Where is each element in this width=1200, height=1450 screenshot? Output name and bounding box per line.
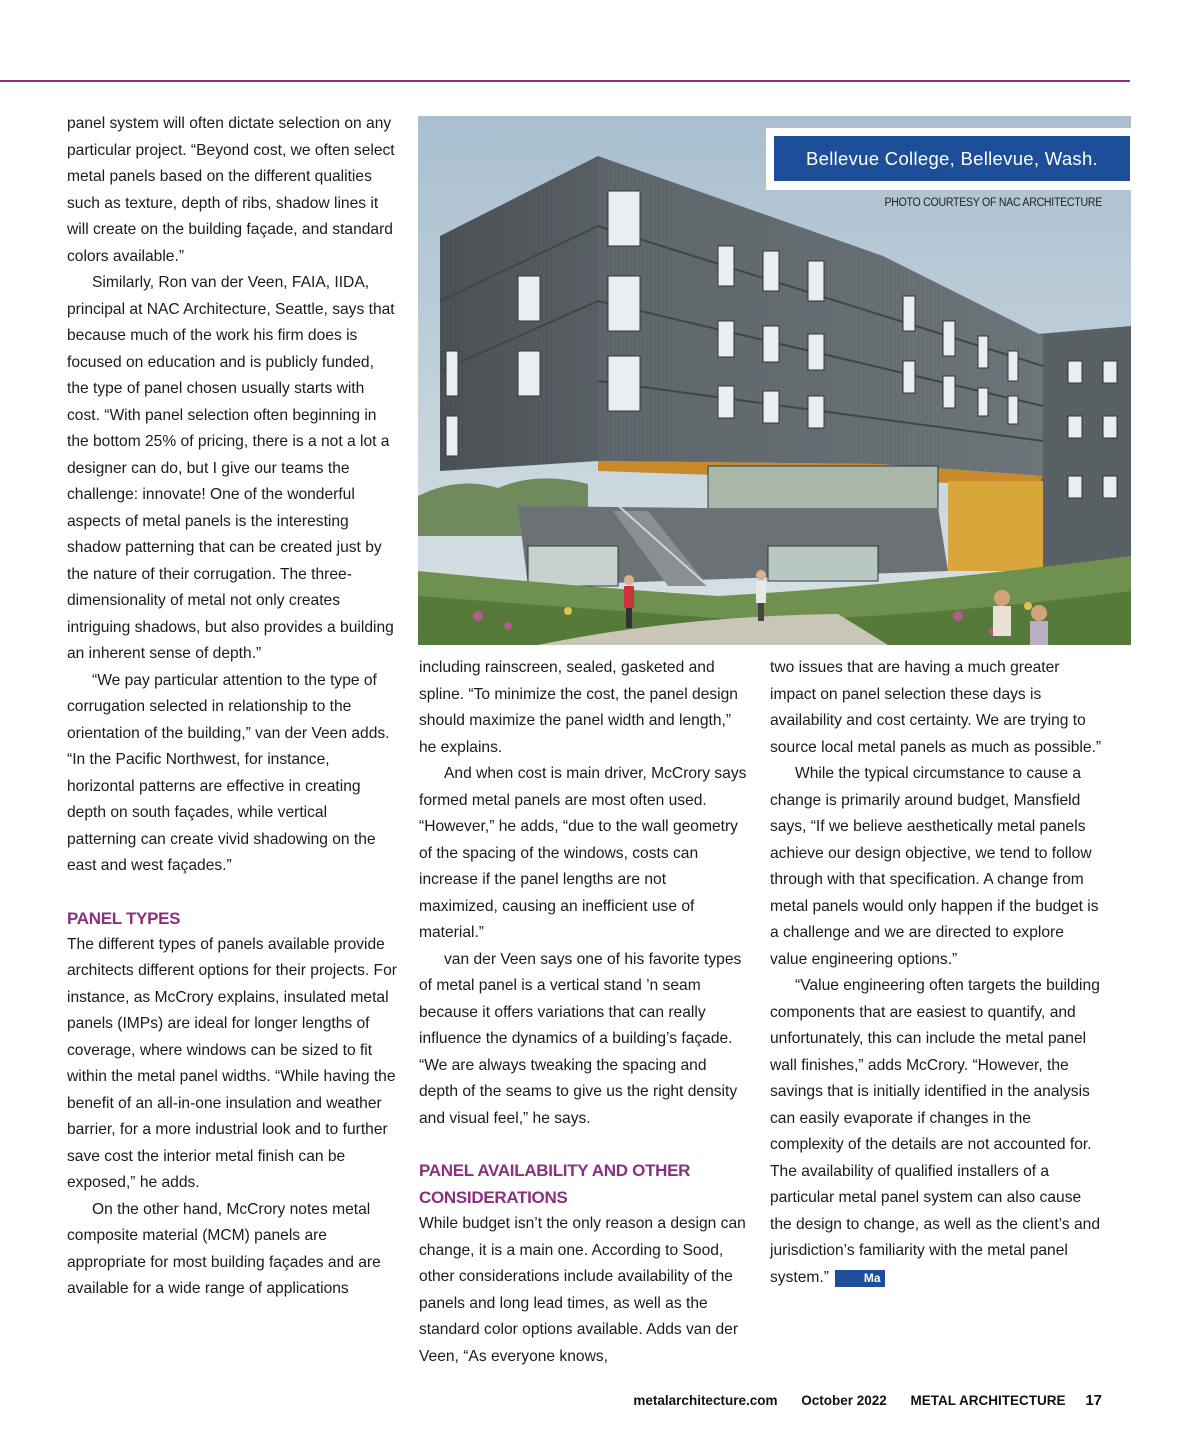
paragraph-text: “Value engineering often targets the building components that are easiest to quantify, and unfortunately, this can include the metal panel wall finishes,” adds McCrory. “However, the savings that is initially identified in the analysis can easily evaporate if changes in the complexity of the details are not accounted for. The availability of qualified installers of a particular metal panel system can also cause the design to change, as well as the client’s and jurisdiction’s familiarity with the metal panel system.” xyxy=(770,977,1100,1286)
paragraph: While the typical circumstance to cause a change is primarily around budget, Mansfield says, “If we believe aesthetically metal panels achieve our design objective, we tend to follow through with that specification. A change from metal panels would only happen if the budget is a challenge and we are directed to explore value engineering options.” xyxy=(770,765,1099,968)
footer-website: metalarchitecture.com xyxy=(633,1393,778,1408)
footer-issue: October 2022 xyxy=(801,1393,887,1408)
page-number: 17 xyxy=(1085,1392,1102,1409)
paragraph xyxy=(770,973,1103,1291)
metal-architecture-end-logo: Ma xyxy=(835,1270,885,1287)
article-column-1 xyxy=(67,111,399,1303)
paragraph: While budget isn’t the only reason a design can change, it is a main one. According to Sood, other considerations include availability of the panels and long lead times, as well as the standard color options available. Adds van der Veen, “As everyone knows, xyxy=(419,1215,746,1365)
building-photo xyxy=(418,116,1131,645)
paragraph: The different types of panels available provide architects different options for their projects. For instance, as McCrory explains, insulated metal panels (IMPs) are ideal for longer lengths of coverage, where windows can be sized to fit within the metal panel widths. “While having the benefit of an all-in-one insulation and weather barrier, for a more industrial look and to further save cost the interior metal finish can be exposed,” he adds. xyxy=(67,935,397,1191)
paragraph: On the other hand, McCrory notes metal composite material (MCM) panels are appropriate for most building façades and are available for a wide range of applications xyxy=(67,1200,381,1297)
photo-caption-box xyxy=(766,128,1132,190)
footer-magazine: METAL ARCHITECTURE xyxy=(910,1393,1066,1408)
section-heading-panel-availability: PANEL AVAILABILITY AND OTHER CONSIDERATIONS xyxy=(419,1161,691,1207)
paragraph: “We pay particular attention to the type of corrugation selected in relationship to the orientation of the building,” van der Veen adds. “In the Pacific Northwest, for instance, horizontal patterns are effective in creating depth on south façades, while vertical patterning can create vivid shadowing on the east and west façades.” xyxy=(67,671,390,874)
paragraph: panel system will often dictate selection on any particular project. “Beyond cost, we often select metal panels based on the different qualities such as texture, depth of ribs, shadow lines it will create on the building façade, and standard colors available.” xyxy=(67,115,395,265)
paragraph: two issues that are having a much greater impact on panel selection these days is availability and cost certainty. We are trying to source local metal panels as much as possible.” xyxy=(770,659,1102,756)
article-column-2 xyxy=(419,655,749,1370)
paragraph: including rainscreen, sealed, gasketed and spline. “To minimize the cost, the panel design should maximize the panel width and length,” he explains. xyxy=(419,659,738,756)
paragraph: And when cost is main driver, McCrory says formed metal panels are most often used. “However,” he adds, “due to the wall geometry of the spacing of the windows, costs can increase if the panel lengths are not maximized, causing an inefficient use of material.” xyxy=(419,765,747,941)
top-rule xyxy=(0,80,1130,82)
section-heading-panel-types: PANEL TYPES xyxy=(67,908,181,928)
building-illustration xyxy=(418,116,1131,645)
paragraph: Similarly, Ron van der Veen, FAIA, IIDA, principal at NAC Architecture, Seattle, says that because much of the work his firm does is focused on education and is publicly funded, the type of panel chosen usually starts with cost. “With panel selection often beginning in the bottom 25% of pricing, there is a not a lot a designer can do, but I give our teams the challenge: innovate! One of the wonderful aspects of metal panels is the interesting shadow patterning that can be created just by the nature of their corrugation. The three-dimensionality of metal not only creates intriguing shadows, but also provides a building an inherent sense of depth.” xyxy=(67,274,395,662)
photo-credit: PHOTO COURTESY OF NAC ARCHITECTURE xyxy=(884,197,1102,209)
photo-caption: Bellevue College, Bellevue, Wash. xyxy=(774,136,1130,181)
article-column-3 xyxy=(770,655,1103,1291)
paragraph: van der Veen says one of his favorite types of metal panel is a vertical stand ’n seam because it offers variations that can really influence the dynamics of a building’s façade. “We are always tweaking the spacing and depth of the seams to give us the right density and visual feel,” he says. xyxy=(419,950,742,1127)
page-footer xyxy=(600,1392,1102,1409)
